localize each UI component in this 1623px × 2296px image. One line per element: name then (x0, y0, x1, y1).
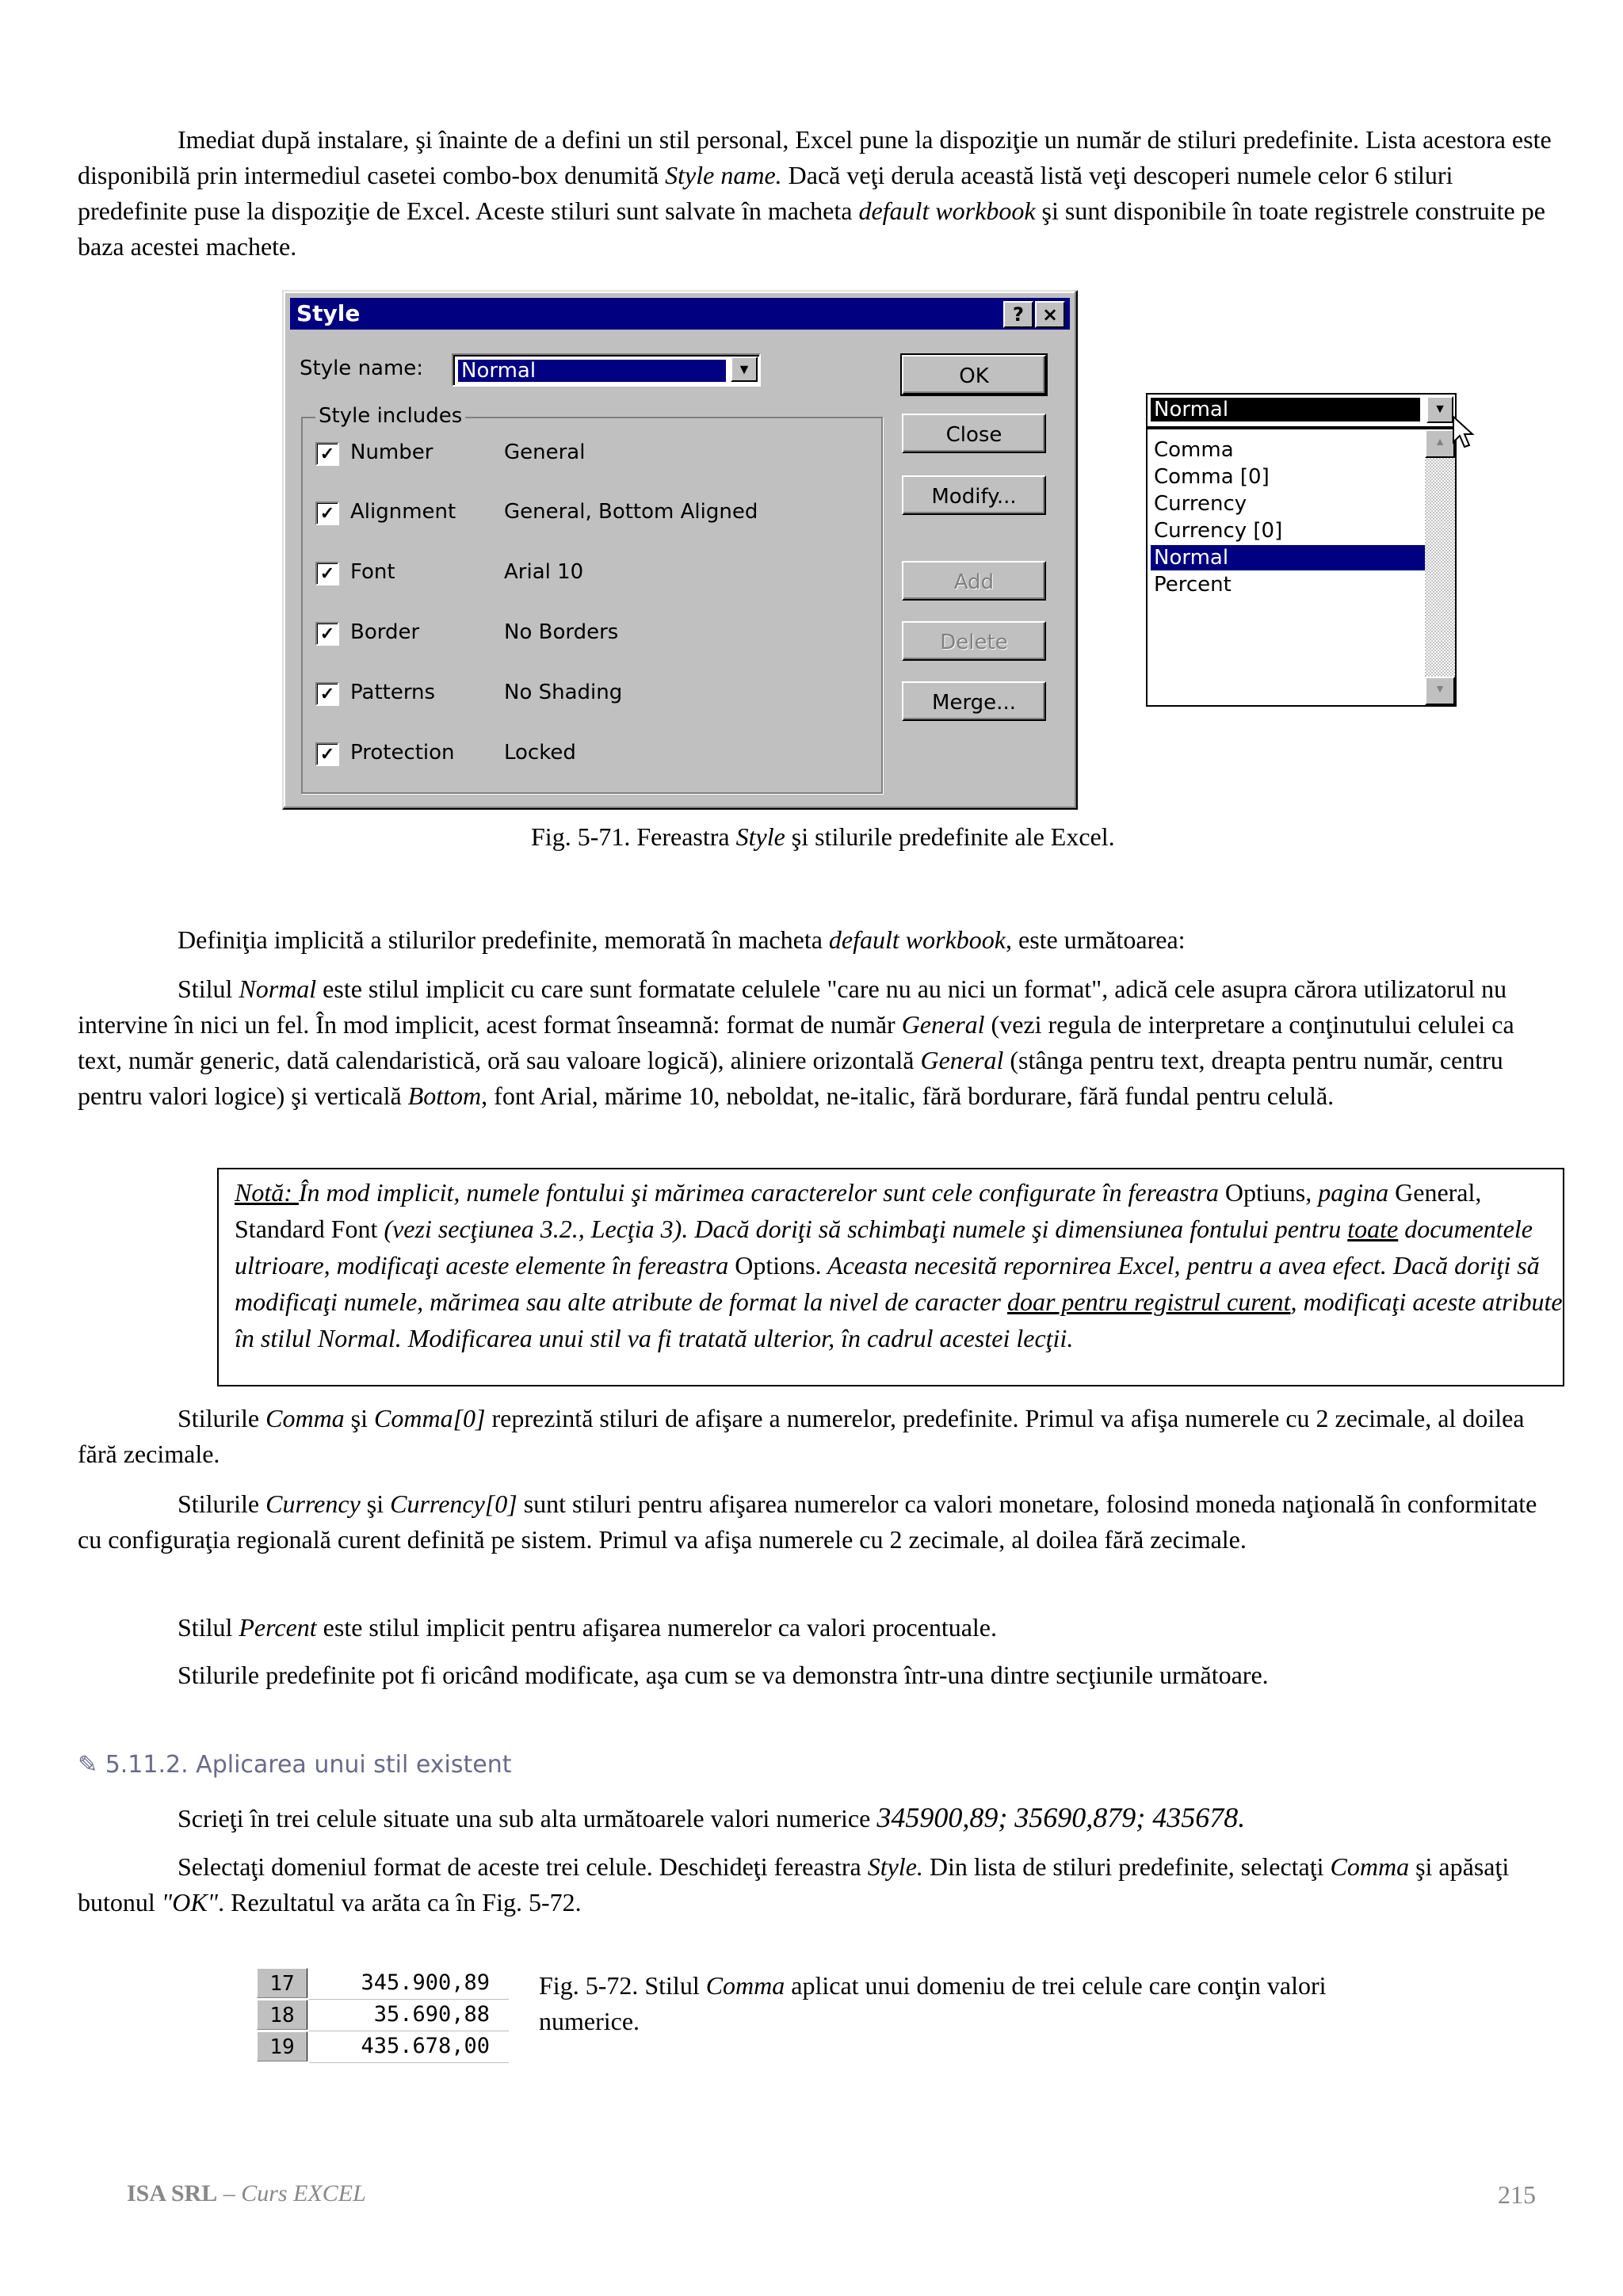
checkbox-icon[interactable]: ✓ (315, 682, 339, 706)
help-button[interactable]: ? (1003, 301, 1033, 328)
paragraph-modify: Stilurile predefinite pot fi oricând modificate, aşa cum se va demonstra într-una dintre secţiunile următoare. (178, 1661, 1269, 1689)
table-row (257, 2031, 520, 2063)
row-name: Number (350, 441, 433, 464)
row-value: No Borders (504, 620, 619, 644)
spreadsheet-excerpt (257, 1968, 520, 2063)
checkbox-icon[interactable]: ✓ (315, 742, 339, 766)
row-value: Arial 10 (504, 560, 584, 584)
row-header[interactable]: 19 (257, 2031, 307, 2061)
cell[interactable]: 345.900,89 (309, 1968, 509, 2000)
figure-caption-2: Fig. 5-72. Stilul Comma aplicat unui domeniu de trei celule care conţin valori numerice. (539, 1971, 1327, 2035)
list-item[interactable]: Percent (1154, 573, 1232, 597)
checkbox-icon[interactable]: ✓ (315, 562, 339, 585)
scroll-down-icon[interactable]: ▼ (1425, 677, 1455, 705)
close-button[interactable]: Close (902, 414, 1046, 453)
style-name-label: Style name: (300, 357, 424, 380)
checkbox-icon[interactable]: ✓ (315, 622, 339, 646)
paragraph-definition: Definiţia implicită a stilurilor predefinite, memorată în macheta default workbook, este următoarea: (178, 925, 1186, 954)
style-dialog (282, 290, 1078, 810)
style-name-value: Normal (458, 360, 726, 382)
mouse-cursor-icon (1452, 415, 1479, 452)
list-item-selected[interactable]: Normal (1151, 545, 1426, 570)
row-name: Patterns (350, 681, 436, 704)
table-row (257, 2000, 520, 2031)
chevron-down-icon[interactable]: ▼ (1426, 396, 1453, 423)
row-value: General, Bottom Aligned (504, 500, 758, 524)
checkbox-icon[interactable]: ✓ (315, 442, 339, 466)
dropdown-selected: Normal (1151, 398, 1420, 421)
intro-paragraph: Imediat după instalare, şi înainte de a defini un stil personal, Excel pune la dispoziţie un număr de stiluri predefinite. Lista acestora este disponibilă prin intermediul casetei combo-box denumită Style name. Dacă veţi derula această listă veţi descoperi numele celor 6 stiluri predefinite puse la dispoziţie de Excel. Aceste stiluri sunt salvate în macheta default workbook şi sunt disponibile în toate registrele construite pe baza acestei machete. (78, 125, 1552, 261)
delete-button[interactable]: Delete (902, 621, 1046, 661)
paragraph-write-values: Scrieţi în trei celule situate una sub alta următoarele valori numerice 345900,89; 35690,879; 435678. (178, 1802, 1246, 1833)
list-item[interactable]: Comma [0] (1154, 465, 1270, 489)
dialog-title: Style (296, 300, 361, 326)
close-icon[interactable]: × (1035, 301, 1065, 328)
paragraph-select-range: Selectaţi domeniul format de aceste trei celule. Deschideţi fereastra Style. Din lista de stiluri predefinite, selectaţi Comma şi apăsaţi butonul "OK". Rezultatul va arăta ca în Fig. 5-72. (78, 1852, 1510, 1917)
modify-button[interactable]: Modify... (902, 475, 1046, 515)
paragraph-currency: Stilurile Currency şi Currency[0] sunt stiluri pentru afişarea numerelor ca valori monetare, folosind moneda naţională în conformitate cu configuraţia regională curent definită pe sistem. Primul va afişa numerele cu 2 zecimale, al doilea fără zecimale. (78, 1489, 1537, 1554)
dropdown-list (1146, 428, 1457, 707)
style-includes-group (301, 404, 883, 794)
style-includes-label: Style includes (315, 404, 465, 428)
table-row (257, 1968, 520, 2000)
row-header[interactable]: 18 (257, 2000, 307, 2030)
footer-left: ISA SRL – Curs EXCEL (127, 2180, 366, 2206)
scroll-up-icon[interactable]: ▲ (1425, 429, 1455, 458)
paragraph-percent: Stilul Percent este stilul implicit pentru afişarea numerelor ca valori procentuale. (178, 1613, 997, 1642)
merge-button[interactable]: Merge... (902, 681, 1046, 721)
dropdown-header[interactable] (1146, 393, 1457, 428)
row-name: Protection (350, 741, 455, 765)
cell[interactable]: 35.690,88 (309, 2000, 509, 2031)
row-name: Font (350, 560, 395, 584)
row-name: Border (350, 620, 420, 644)
list-item[interactable]: Comma (1154, 438, 1234, 462)
chevron-down-icon[interactable]: ▼ (731, 357, 758, 382)
ok-button[interactable]: OK (902, 355, 1046, 395)
dialog-titlebar (290, 298, 1070, 330)
section-title: 5.11.2. Aplicarea unui stil existent (105, 1751, 512, 1779)
note-box: Notă: În mod implicit, numele fontului şi mărimea caracterelor sunt cele configurate în fereastra Optiuns, pagina General, Standard Font (vezi secţiunea 3.2., Lecţia 3). Dacă doriţi să schimbaţi numele şi dimensiunea fontului pentru toate documentele ultrioare, modificaţi aceste elemente în fereastra Options. Aceasta necesită repornirea Excel, pentru a avea efect. Dacă doriţi să modificaţi numele, mărimea sau alte atribute de format la nivel de caracter doar pentru registrul curent, modificaţi aceste atribute în stilul Normal. Modificarea unui stil va fi tratată ulterior, în cadrul acestei lecţii. (217, 1168, 1564, 1386)
checkbox-icon[interactable]: ✓ (315, 502, 339, 525)
paragraph-comma: Stilurile Comma şi Comma[0] reprezintă stiluri de afişare a numerelor, predefinite. Primul va afişa numerele cu 2 zecimale, al doilea fără zecimale. (78, 1404, 1525, 1468)
cell[interactable]: 435.678,00 (309, 2031, 509, 2063)
style-name-combo[interactable] (452, 353, 761, 387)
row-value: No Shading (504, 681, 623, 704)
list-item[interactable]: Currency (1154, 492, 1247, 516)
row-name: Alignment (350, 500, 456, 524)
paragraph-normal-style: Stilul Normal este stilul implicit cu care sunt formatate celulele "care nu au nici un format", adică cele asupra cărora utilizatorul nu intervine în nici un fel. În mod implicit, acest format înseamnă: format de număr General (vezi regula de interpretare a conţinutului celulei ca text, număr generic, dată calendaristică, oră sau valoare logică), aliniere orizontală General (stânga pentru text, dreapta pentru număr, centru pentru valori logice) şi verticală Bottom, font Arial, mărime 10, neboldat, ne-italic, fără bordurare, fără fundal pentru celulă. (78, 974, 1514, 1110)
row-value: Locked (504, 741, 576, 765)
row-header[interactable]: 17 (257, 1968, 307, 1998)
section-heading (78, 1751, 512, 1779)
figure-caption-1: Fig. 5-71. Fereastra Style şi stilurile predefinite ale Excel. (531, 822, 1115, 851)
add-button[interactable]: Add (902, 561, 1046, 601)
pencil-icon: ✎ (78, 1751, 98, 1779)
scrollbar[interactable] (1425, 429, 1455, 705)
list-item[interactable]: Currency [0] (1154, 519, 1283, 543)
style-dropdown (1146, 393, 1457, 705)
page-number: 215 (1498, 2180, 1536, 2209)
row-value: General (504, 441, 586, 464)
